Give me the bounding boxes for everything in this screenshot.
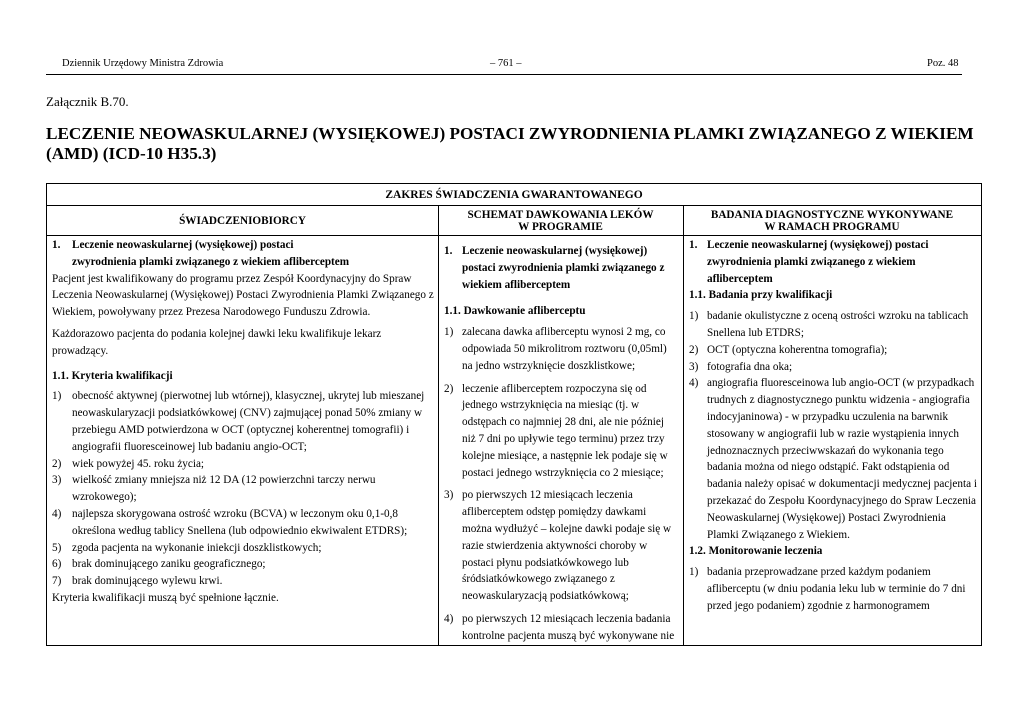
list-item [689,564,977,614]
col2-header-line2: W PROGRAMIE [518,220,603,233]
list-text: po pierwszych 12 miesiącach leczenia badania kontrolne pacjenta muszą być wykonywane nie [462,612,675,642]
list-text: Leczenie neowaskularnej (wysiękowej) postaci [72,239,294,251]
qualification-tests-heading: 1.1. Badania przy kwalifikacji [689,289,833,302]
col1-header-text: ŚWIADCZENIOBIORCY [179,214,306,227]
program-table [46,183,982,646]
list-item [689,342,977,359]
list-item [52,388,434,455]
list-text: wielkość zmiany mniejsza niż 12 DA (12 powierzchni tarczy nerwu wzrokowego); [72,474,376,504]
col3-header [683,206,981,236]
list-text: zgoda pacjenta na wykonanie iniekcji doszklistkowych; [72,541,322,554]
col3-header-line1: BADANIA DIAGNOSTYCZNE WYKONYWANE [710,208,954,221]
page-number: – 761 – [490,58,522,69]
col2-item1 [444,243,678,293]
list-number: 3) [444,489,454,502]
list-text: obecność aktywnej (pierwotnej lub wtórnej), klasycznej, ukrytej lub mieszanej neowaskularyzacji podsiatkówkowej (CNV) zajmującej ponad 50% zmiany w przebiegu AMD potwierdzona w OCT (optycznej koherentnej tomografii) i angiografii fluoresceinowej lub badaniu angio-OCT; [72,390,425,453]
journal-name: Dziennik Urzędowy Ministra Zdrowia [62,58,224,69]
beneficiaries-column [52,237,434,645]
list-number: 1. [444,245,453,257]
list-number: 1) [689,310,699,323]
list-item [52,556,434,573]
list-item [444,381,678,482]
list-item [52,456,434,473]
list-text: najlepsza skorygowana ostrość wzroku (BCVA) w leczonym oku 0,1-0,8 określona według tablicy Snellena (lub odpowiednio ekwiwalent ETDRS); [72,507,408,537]
dosage-list [444,324,678,644]
list-number: 1. [689,239,698,251]
criteria-heading: 1.1. Kryteria kwalifikacji [52,369,173,382]
monitoring-heading: 1.2. Monitorowanie leczenia [689,545,823,558]
list-text: zalecana dawka afliberceptu wynosi 2 mg, co odpowiada 50 mikrolitrom roztworu (0,05ml) na jedno wstrzyknięcie doszklistkowe; [462,326,667,372]
list-text: fotografia dna oka; [707,360,793,373]
list-item [52,506,434,540]
list-number: 1) [52,390,62,403]
list-number: 5) [52,541,62,554]
list-item [444,611,678,645]
list-number: 1) [444,326,454,339]
col3-header-line2: W RAMACH PROGRAMU [764,220,900,233]
criteria-list [52,388,434,590]
list-text: badanie okulistyczne z oceną ostrości wzroku na tablicach Snellena lub ETDRS; [707,310,969,339]
list-number: 4) [689,377,699,390]
diagnostics-column [689,237,977,645]
page-title: LECZENIE NEOWASKULARNEJ (WYSIĘKOWEJ) POSTACI ZWYRODNIENIA PLAMKI ZWIĄZANEGO Z WIEKIEM (AMD) (ICD-10 H35.3) [46,124,974,163]
list-text: angiografia fluoresceinowa lub angio-OCT (w przypadkach trudnych z diagnostycznego punktu widzenia - angiografia indocyjaninowa) - w przypadku uczulenia na barwnik stosowany w angiografii lub w razie wystąpienia innych jednoznacznych przeciwwskazań do wykonania tego badania można od niego odstąpić. Fakt odstąpienia od badania należy opisać w dokumentacji medycznej pacjenta i przekazać do Zespołu Koordynacyjnego do Spraw Leczenia Neowaskularnej (Wysiękowej) Postaci Zwyrodnienia Plamki Związanego z Wiekiem. [707,377,977,541]
list-item [52,573,434,590]
list-number: 2) [444,382,454,395]
list-item [689,375,977,543]
list-text: leczenie afliberceptem rozpoczyna się od jednego wstrzyknięcia na miesiąc (tj. w odstępach co najmniej 28 dni, ale nie później niż 7 dni po upływie tego terminu) przez trzy kolejne miesiące, a następnie lek podaje się w postaci jednego wstrzyknięcia co 2 miesiące; [462,382,668,479]
list-number: 7) [52,575,62,588]
list-text: brak dominującego zaniku geograficznego; [72,558,266,571]
list-item [444,324,678,374]
col1-header [47,206,438,236]
dosage-heading: 1.1. Dawkowanie afliberceptu [444,305,586,318]
col3-item1 [689,237,977,287]
list-text: wiek powyżej 45. roku życia; [72,457,205,470]
qualification-tests-list [689,308,977,543]
list-item [52,540,434,557]
column-divider [438,206,439,645]
list-number: 3) [52,474,62,487]
col2-header-line1: SCHEMAT DAWKOWANIA LEKÓW [467,208,654,221]
monitoring-list [689,564,977,614]
list-text: OCT (optyczna koherentna tomografia); [707,343,888,356]
column-divider [683,206,684,645]
list-item [444,487,678,605]
list-text: po pierwszych 12 miesiącach leczenia afliberceptem odstęp pomiędzy dawkami można wydłużyć – kolejne dawki podaje się w razie stwierdzenia aktywności choroby w postaci płynu podsiatkówkowego lub śródsiatkówkowego związanego z neowaskularyzacją podsiatkówkową; [462,489,672,603]
list-number: 2) [689,343,699,356]
list-item [689,308,977,342]
col1-item1-line2: zwyrodnienia plamki związanego z wiekiem afliberceptem [72,255,350,268]
list-item [52,472,434,506]
list-number: 6) [52,558,62,571]
list-number: 1. [52,239,61,251]
col1-item1 [52,237,434,254]
list-number: 4) [52,507,62,520]
list-number: 3) [689,360,699,373]
position-number: Poz. 48 [927,58,959,69]
attachment-label: Załącznik B.70. [46,94,129,109]
list-number: 1) [689,566,699,579]
table-caption: ZAKRES ŚWIADCZENIA GWARANTOWANEGO [47,184,981,206]
list-text: Leczenie neowaskularnej (wysiękowej) postaci zwyrodnienia plamki związanego z wiekiem afliberceptem [707,239,929,285]
list-number: 2) [52,457,62,470]
doctor-paragraph: Każdorazowo pacjenta do podania kolejnej dawki leku kwalifikuje lekarz prowadzący. [52,327,382,357]
col2-header [438,206,683,236]
header-rule [46,74,962,75]
list-text: badania przeprowadzane przed każdym podaniem afliberceptu (w dniu podania leku lub w terminie do 7 dni przed jego podaniem) zgodnie z harmonogramem [707,566,966,612]
qualification-paragraph: Pacjent jest kwalifikowany do programu przez Zespół Koordynacyjny do Spraw Leczenia Neowaskularnej (Wysiękowej) Postaci Zwyrodnienia Plamki Związanego z Wiekiem, powoływany przez Prezesa Narodowego Funduszu Zdrowia. [52,272,434,319]
list-item [689,359,977,376]
list-text: brak dominującego wylewu krwi. [72,575,223,588]
dosage-column [444,237,678,645]
list-number: 4) [444,612,454,625]
list-text: Leczenie neowaskularnej (wysiękowej) postaci zwyrodnienia plamki związanego z wiekiem afliberceptem [462,245,665,291]
criteria-footer: Kryteria kwalifikacji muszą być spełnione łącznie. [52,591,279,604]
